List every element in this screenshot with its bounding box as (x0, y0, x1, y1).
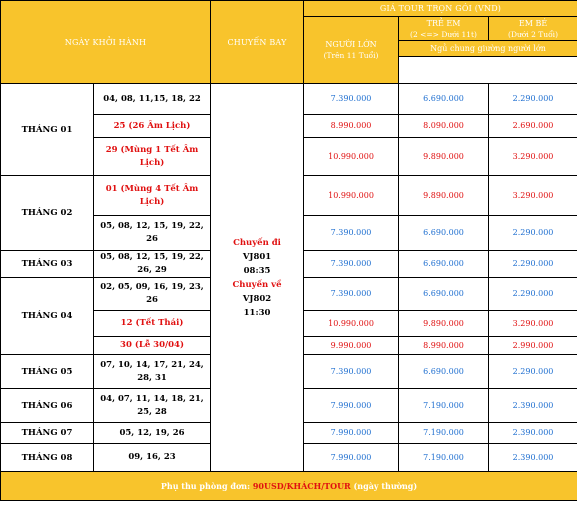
adult-price: 7.990.000 (304, 389, 399, 423)
package-price-header: GIÁ TOUR TRỌN GÓI (VND) (304, 1, 577, 17)
child-price: 8.090.000 (399, 115, 489, 138)
adult-price: 9.990.000 (304, 337, 399, 355)
departure-dates: 05, 12, 19, 26 (94, 423, 211, 444)
adult-price: 7.390.000 (304, 84, 399, 115)
adult-price: 7.990.000 (304, 444, 399, 472)
baby-price: 2.290.000 (489, 278, 577, 311)
adult-price: 7.390.000 (304, 251, 399, 278)
baby-header (489, 17, 577, 41)
departure-dates: 25 (26 Âm Lịch) (94, 115, 211, 138)
child-price: 7.190.000 (399, 444, 489, 472)
outbound-code: VJ801 (242, 251, 272, 262)
adult-price: 8.990.000 (304, 115, 399, 138)
adult-price: 7.390.000 (304, 278, 399, 311)
month-label: THÁNG 07 (1, 423, 94, 444)
outbound-time: 08:35 (243, 265, 271, 276)
baby-price: 2.390.000 (489, 444, 577, 472)
month-label: THÁNG 01 (1, 84, 94, 176)
adult-price: 10.990.000 (304, 311, 399, 337)
departure-dates: 01 (Mùng 4 Tết Âm Lịch) (94, 176, 211, 216)
departure-dates: 05, 08, 12, 15, 19, 22, 26 (94, 216, 211, 251)
departure-dates: 05, 08, 12, 15, 19, 22, 26, 29 (94, 251, 211, 278)
baby-price: 2.390.000 (489, 389, 577, 423)
outbound-label: Chuyến đi (233, 237, 281, 248)
single-room-surcharge (1, 472, 577, 501)
departure-dates: 07, 10, 14, 17, 21, 24, 28, 31 (94, 355, 211, 389)
baby-price: 2.290.000 (489, 251, 577, 278)
baby-price: 2.690.000 (489, 115, 577, 138)
child-price: 6.690.000 (399, 278, 489, 311)
baby-label: EM BÉ (518, 18, 548, 28)
month-label: THÁNG 05 (1, 355, 94, 389)
child-price: 6.690.000 (399, 251, 489, 278)
baby-price: 2.290.000 (489, 84, 577, 115)
child-header (399, 17, 489, 41)
child-price: 6.690.000 (399, 355, 489, 389)
child-price: 6.690.000 (399, 84, 489, 115)
adult-price: 10.990.000 (304, 176, 399, 216)
flight-info (211, 84, 304, 472)
child-price: 9.890.000 (399, 311, 489, 337)
child-price: 7.190.000 (399, 389, 489, 423)
baby-note: (Dưới 2 Tuổi) (508, 29, 559, 39)
adult-price: 7.990.000 (304, 423, 399, 444)
departure-dates: 30 (Lễ 30/04) (94, 337, 211, 355)
child-label: TRẺ EM (426, 18, 461, 28)
baby-price: 2.990.000 (489, 337, 577, 355)
adult-price: 7.390.000 (304, 355, 399, 389)
adult-price: 10.990.000 (304, 138, 399, 176)
departure-dates: 12 (Tết Thái) (94, 311, 211, 337)
return-code: VJ802 (242, 293, 272, 304)
baby-price: 3.290.000 (489, 138, 577, 176)
surcharge-suffix: (ngày thường) (353, 481, 418, 491)
month-label: THÁNG 08 (1, 444, 94, 472)
baby-price: 2.290.000 (489, 355, 577, 389)
departure-dates: 29 (Mùng 1 Tết Âm Lịch) (94, 138, 211, 176)
flight-header: CHUYẾN BAY (211, 1, 304, 84)
departure-dates: 04, 08, 11,15, 18, 22 (94, 84, 211, 115)
shared-bed-note: Ngủ chung giường người lớn (399, 41, 577, 57)
month-label: THÁNG 04 (1, 278, 94, 355)
baby-price: 2.290.000 (489, 216, 577, 251)
adult-note: (Trên 11 Tuổi) (323, 51, 379, 60)
departure-header: NGÀY KHỞI HÀNH (1, 1, 211, 84)
departure-dates: 02, 05, 09, 16, 19, 23, 26 (94, 278, 211, 311)
child-price: 6.690.000 (399, 216, 489, 251)
baby-price: 3.290.000 (489, 311, 577, 337)
baby-price: 3.290.000 (489, 176, 577, 216)
departure-dates: 04, 07, 11, 14, 18, 21, 25, 28 (94, 389, 211, 423)
child-price: 7.190.000 (399, 423, 489, 444)
adult-header (304, 17, 399, 84)
adult-label: NGƯỜI LỚN (325, 40, 377, 49)
baby-price: 2.390.000 (489, 423, 577, 444)
child-note: (2 <=> Dưới 11t) (410, 29, 477, 39)
surcharge-prefix: Phụ thu phòng đơn: (160, 481, 251, 491)
surcharge-fee: 90USD/KHÁCH/TOUR (252, 481, 351, 491)
departure-dates: 09, 16, 23 (94, 444, 211, 472)
child-price: 9.890.000 (399, 176, 489, 216)
month-label: THÁNG 02 (1, 176, 94, 251)
month-label: THÁNG 06 (1, 389, 94, 423)
return-time: 11:30 (243, 307, 271, 318)
table-row (1, 84, 577, 115)
child-price: 9.890.000 (399, 138, 489, 176)
child-price: 8.990.000 (399, 337, 489, 355)
adult-price: 7.390.000 (304, 216, 399, 251)
month-label: THÁNG 03 (1, 251, 94, 278)
return-label: Chuyến về (232, 279, 282, 290)
